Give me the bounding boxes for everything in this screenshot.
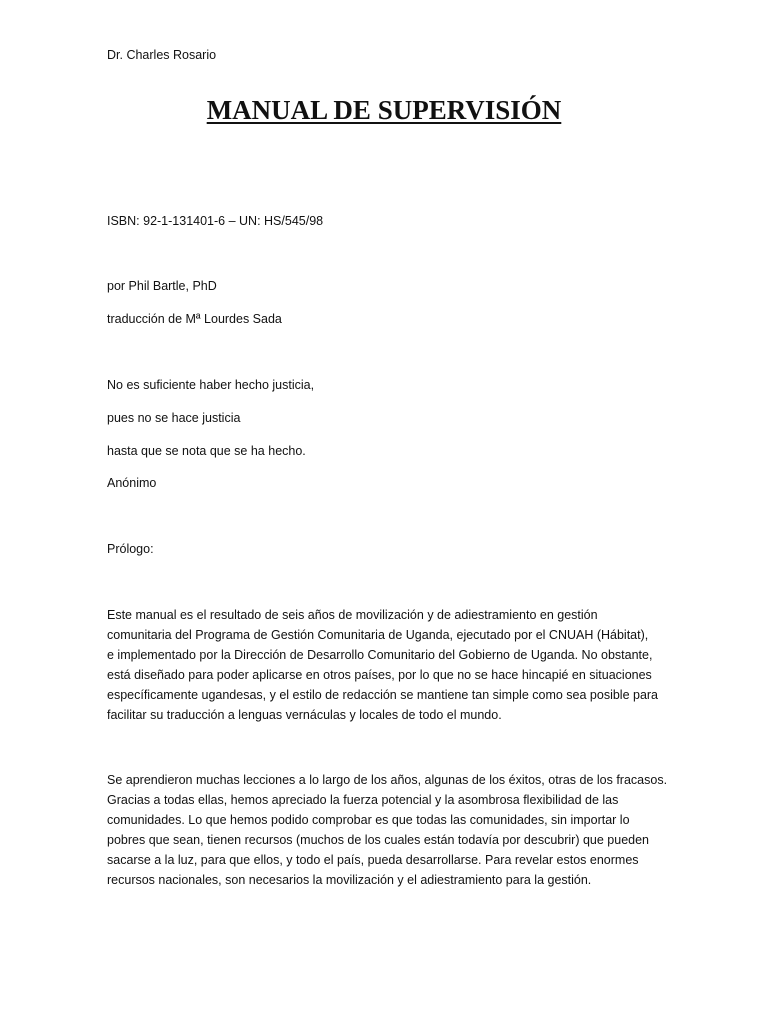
paragraph-line: comunidades. Lo que hemos podido comprobar es que todas las comunidades, sin importar lo: [107, 813, 630, 827]
paragraph-line: Se aprendieron muchas lecciones a lo largo de los años, algunas de los éxitos, otras de los fracasos.: [107, 773, 668, 787]
translation-credit: traducción de Mª Lourdes Sada: [107, 312, 282, 326]
prologue-heading: Prólogo:: [107, 542, 154, 556]
document-title: MANUAL DE SUPERVISIÓN: [206, 95, 562, 125]
paragraph-line: sacarse a la luz, para que ellos, y todo el país, pueda desarrollarse. Para revelar estos enormes: [107, 853, 639, 867]
isbn-line: ISBN: 92-1-131401-6 – UN: HS/545/98: [107, 214, 324, 228]
epigraph-attribution: Anónimo: [107, 476, 157, 490]
paragraph-line: Este manual es el resultado de seis años de movilización y de adiestramiento en gestión: [107, 608, 598, 622]
author-header: Dr. Charles Rosario: [107, 48, 217, 62]
byline: por Phil Bartle, PhD: [107, 279, 217, 293]
paragraph-line: e implementado por la Dirección de Desarrollo Comunitario del Gobierno de Uganda. No obstante,: [107, 648, 653, 662]
paragraph-line: está diseñado para poder aplicarse en otros países, por lo que no se hace hincapié en situaciones: [107, 668, 652, 682]
epigraph-line: pues no se hace justicia: [107, 411, 241, 425]
prologue-paragraph: [107, 605, 667, 725]
paragraph-line: específicamente ugandesas, y el estilo de redacción se mantiene tan simple como sea posible para: [107, 688, 659, 702]
epigraph-line: hasta que se nota que se ha hecho.: [107, 444, 306, 458]
paragraph-line: facilitar su traducción a lenguas vernáculas y locales de todo el mundo.: [107, 708, 502, 722]
epigraph-line: No es suficiente haber hecho justicia,: [107, 378, 315, 392]
prologue-paragraph: [107, 770, 667, 890]
paragraph-line: recursos nacionales, son necesarios la movilización y el adiestramiento para la gestión.: [107, 873, 592, 887]
paragraph-line: pobres que sean, tienen recursos (muchos de los cuales están todavía por descubrir) que pueden: [107, 833, 649, 847]
paragraph-line: Gracias a todas ellas, hemos apreciado la fuerza potencial y la asombrosa flexibilidad de las: [107, 793, 619, 807]
paragraph-line: comunitaria del Programa de Gestión Comunitaria de Uganda, ejecutado por el CNUAH (Hábitat),: [107, 628, 649, 642]
